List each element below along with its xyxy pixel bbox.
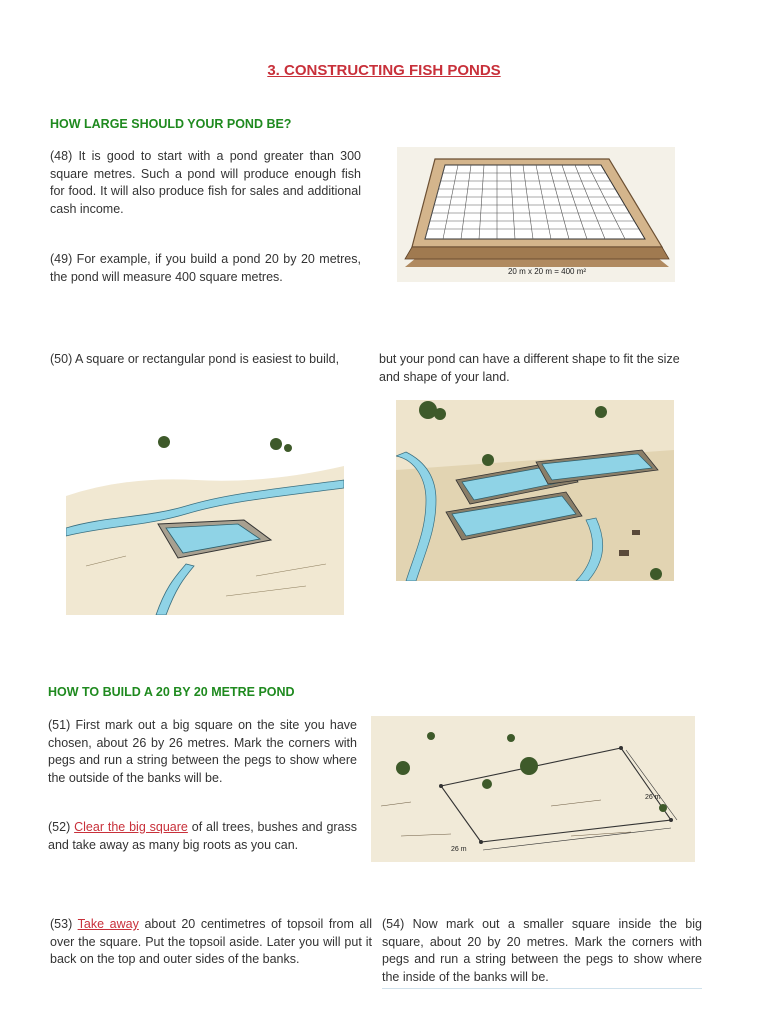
- divider: [382, 988, 702, 989]
- paragraph-53: [50, 916, 372, 969]
- paragraph-52-prefix: (52): [48, 820, 75, 834]
- section-heading-pond-size: HOW LARGE SHOULD YOUR POND BE?: [50, 117, 292, 131]
- paragraph-49: (49) For example, if you build a pond 20 by 20 metres, the pond will measure 400 square metres.: [50, 252, 361, 284]
- paragraph-53-prefix: (53): [50, 917, 78, 931]
- pond-grid-figure: [397, 147, 675, 282]
- paragraph-54: (54) Now mark out a smaller square inside the big square, about 20 by 20 metres. Mark the corners with pegs and run a string between the pegs to show where the inside of the banks will be.: [382, 917, 702, 984]
- paragraph-50b: but your pond can have a different shape to fit the size and shape of your land.: [379, 352, 680, 384]
- page-title: 3. CONSTRUCTING FISH PONDS: [267, 62, 501, 79]
- multiple-ponds-figure: [396, 400, 674, 581]
- paragraph-48: (48) It is good to start with a pond greater than 300 square metres. Such a pond will produce enough fish for food. It will also produce fish for sales and additional cash income.: [50, 149, 361, 216]
- section-heading-build-pond: HOW TO BUILD A 20 BY 20 METRE POND: [48, 685, 295, 699]
- figure-label-bottom: 26 m: [451, 846, 467, 853]
- figure-label-side: 26 m: [645, 794, 661, 801]
- take-away-link[interactable]: Take away: [77, 917, 139, 931]
- paragraph-53-rest: about 20 centimetres of topsoil from all over the square. Put the topsoil aside. Later you will put it back on the top and outer sides of the banks.: [50, 917, 372, 966]
- marked-square-figure: [371, 716, 695, 862]
- figure-caption: 20 m x 20 m = 400 m²: [507, 267, 587, 276]
- paragraph-50a: (50) A square or rectangular pond is easiest to build,: [50, 352, 340, 366]
- clear-the-big-square-link[interactable]: Clear the big square: [74, 820, 188, 834]
- paragraph-51: (51) First mark out a big square on the site you have chosen, about 26 by 26 metres. Mark the corners with pegs and run a string between the pegs to show where the outside of the banks will be.: [48, 718, 357, 785]
- paragraph-52-rest: of all trees, bushes and grass and take away as many big roots as you can.: [48, 820, 358, 852]
- rectangular-pond-figure: [66, 436, 344, 615]
- paragraph-52: [48, 819, 357, 854]
